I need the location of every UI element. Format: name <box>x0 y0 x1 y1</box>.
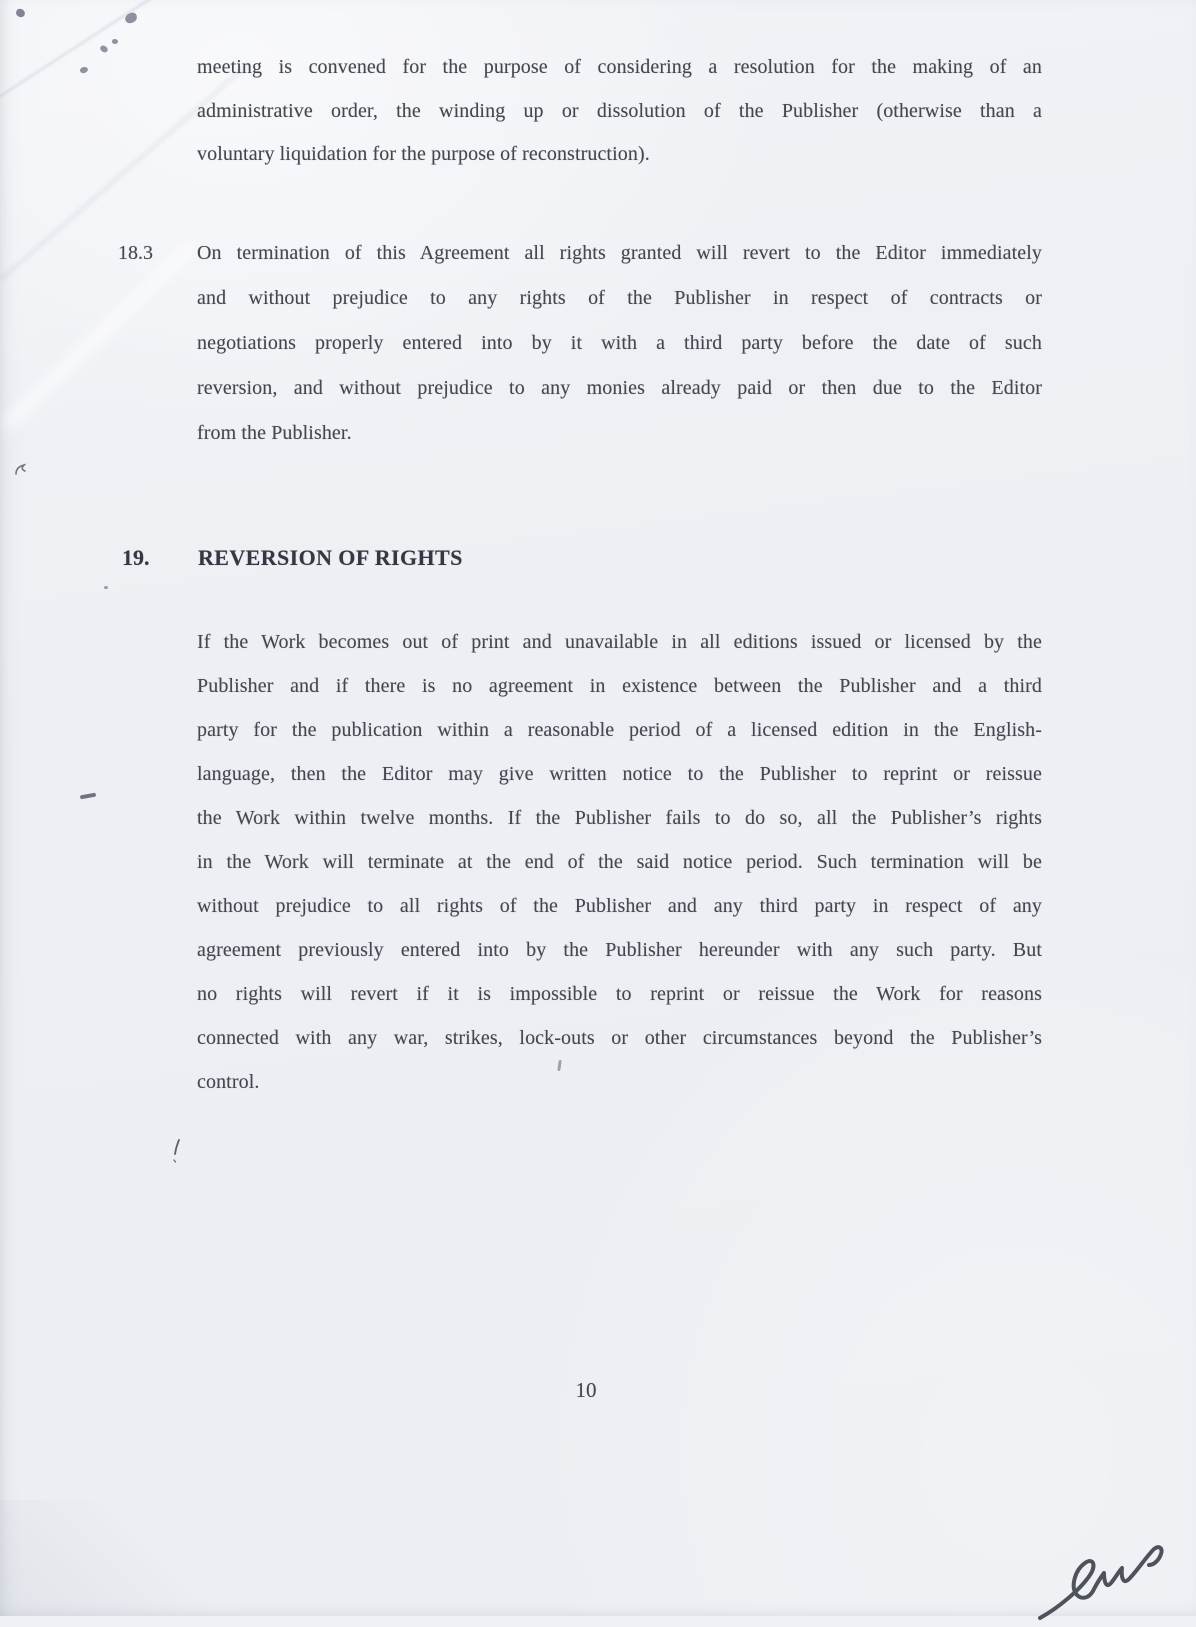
text-line: and without prejudice to any rights of the Publisher in respect of contracts or <box>197 287 1042 309</box>
margin-squiggle-mark <box>14 463 28 482</box>
text-line: voluntary liquidation for the purpose of reconstruction). <box>197 143 650 165</box>
scan-speck <box>79 66 89 74</box>
section-19-number: 19. <box>122 545 150 570</box>
text-line: reversion, and without prejudice to any monies already paid or then due to the Editor <box>197 377 1042 399</box>
text-line: without prejudice to all rights of the Publisher and any third party in respect of any <box>197 895 1042 917</box>
scan-speck <box>15 8 26 19</box>
section-19-heading: REVERSION OF RIGHTS <box>198 545 463 570</box>
text-line: the Work within twelve months. If the Publisher fails to do so, all the Publisher’s rights <box>197 807 1042 829</box>
clause-continuation-paragraph <box>197 46 1042 177</box>
text-line: from the Publisher. <box>197 422 352 444</box>
text-line: in the Work will terminate at the end of the said notice period. Such termination will be <box>197 851 1042 873</box>
text-line: agreement previously entered into by the Publisher hereunder with any such party. But <box>197 939 1042 961</box>
text-line: If the Work becomes out of print and unavailable in all editions issued or licensed by the <box>197 631 1042 653</box>
corner-shadow <box>0 1500 220 1616</box>
text-line: no rights will revert if it is impossible to reprint or reissue the Work for reasons <box>197 983 1042 1005</box>
text-line: Publisher and if there is no agreement in existence between the Publisher and a third <box>197 675 1042 697</box>
text-line: control. <box>197 1071 260 1093</box>
text-line: language, then the Editor may give written notice to the Publisher to reprint or reissue <box>197 763 1042 785</box>
text-line: meeting is convened for the purpose of considering a resolution for the making of an <box>197 56 1042 78</box>
text-line: party for the publication within a reasonable period of a licensed edition in the English- <box>197 719 1042 741</box>
text-line: connected with any war, strikes, lock-outs or other circumstances beyond the Publisher’s <box>197 1027 1042 1049</box>
text-line: On termination of this Agreement all rights granted will revert to the Editor immediately <box>197 242 1042 264</box>
scan-speck <box>112 39 118 44</box>
paper-crease-highlight <box>3 241 197 429</box>
section-19-paragraph <box>197 620 1042 1104</box>
clause-18-3-paragraph <box>197 231 1042 456</box>
text-line: negotiations properly entered into by it with a third party before the date of such <box>197 332 1042 354</box>
clause-number-18-3: 18.3 <box>118 242 153 264</box>
scan-speck <box>99 44 109 53</box>
scan-speck <box>104 586 108 589</box>
signature-initials-icon <box>1036 1542 1194 1627</box>
text-line: administrative order, the winding up or dissolution of the Publisher (otherwise than a <box>197 99 1042 122</box>
handwritten-tick-mark <box>171 1138 183 1169</box>
page-number: 10 <box>575 1378 597 1402</box>
margin-pen-dash <box>80 793 96 800</box>
